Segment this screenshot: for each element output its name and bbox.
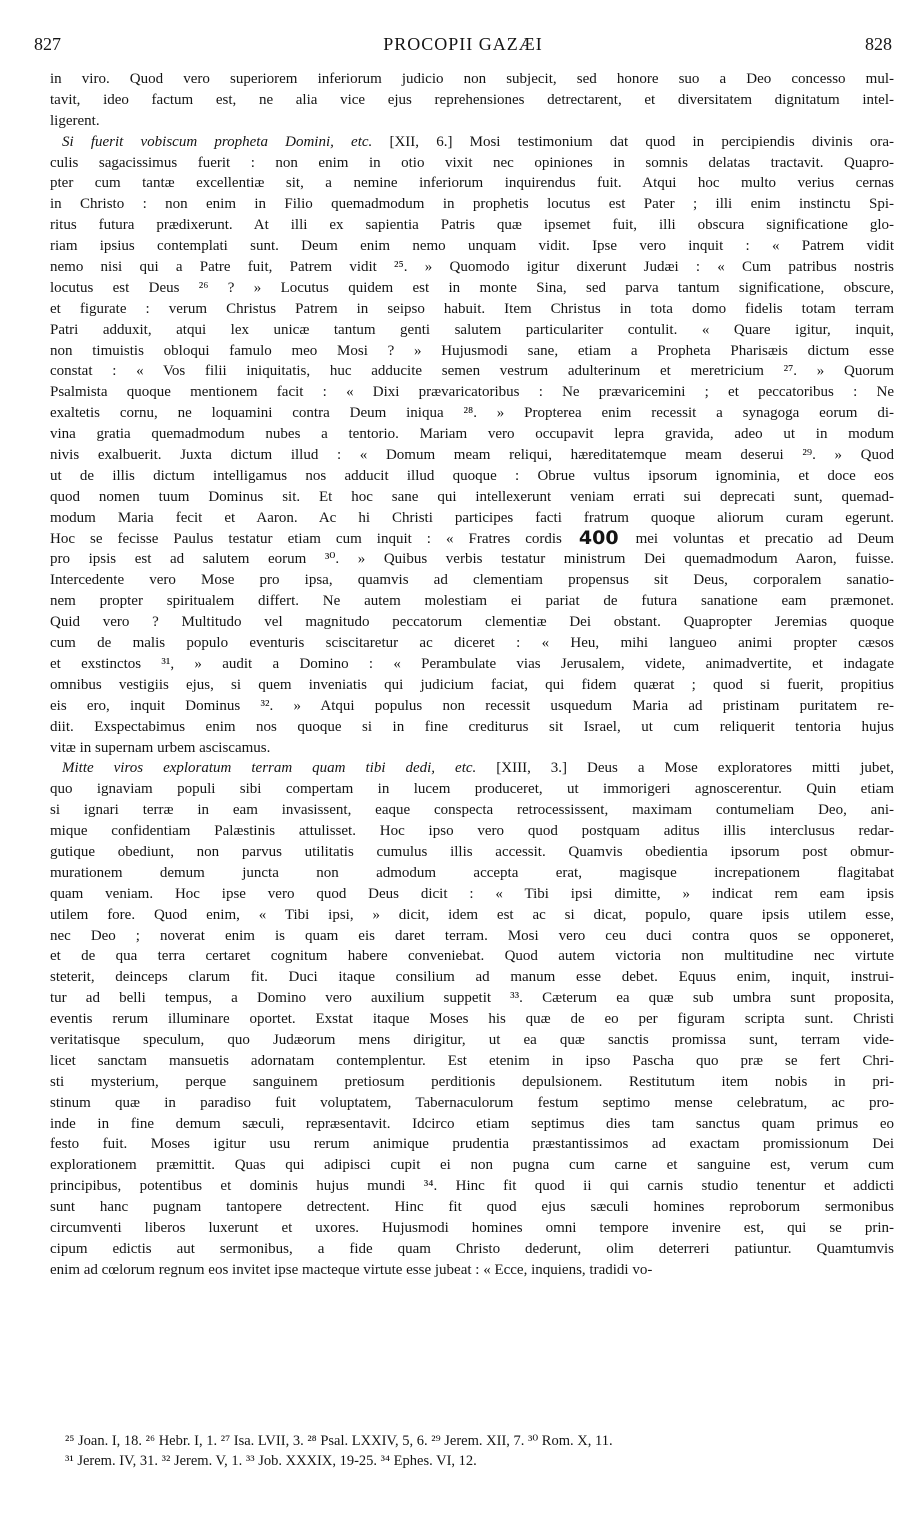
text-line: nivis exalbuerit. Juxta dictum illud : « Domum meam reliqui, hæreditatemque meam deserui ²⁹. » Quod [50, 447, 894, 464]
text-line: Si fuerit vobiscum propheta Domini, etc. [XII, 6.] Mosi testimonium dat quod in percipiendis divinis ora- [62, 133, 894, 150]
text-line: constat : « Vos filii iniquitatis, huc adducite semen vestrum adulterinum et meretricium ²⁷. » Quorum [50, 363, 894, 380]
text-line: cipum edictis aut sermonibus, a fide quam Christo dederunt, olim deterreri patiuntur. Quamtumvis [50, 1240, 894, 1257]
text-line: eventis rerum illuminare oportet. Exstat itaque Moses his quæ de eo per figuram scripta sunt. Christi [50, 1011, 894, 1028]
text-line: quod nomen tuum Dominus sit. Et hoc sane qui intellexerunt veniam errati sui deprecati sunt, quemad- [50, 488, 894, 505]
body-text [50, 69, 894, 1281]
text-line: diit. Exspectabimus enim nos quoque si in fine crediturus sit Israel, ut cum reliquerit tentoria hujus [50, 718, 894, 735]
text-line: stinum quæ in paradiso fuit voluptatem, Tabernaculorum festum septimo mense celebratum, ac pro- [50, 1094, 894, 1111]
text-line: Intercedente vero Mose pro ipsa, quamvis ad clementiam propensus sit Deus, corporalem sanatio- [50, 572, 894, 589]
text-line: et exstinctos ³¹, » audit a Domino : « Perambulate vias Jerusalem, videte, animadvertite, et indagate [50, 655, 894, 672]
text-line: gutique obediunt, non parvus utilitatis cumulus illis accessit. Quamvis obedientia ipsorum post obmur- [50, 843, 894, 860]
page-number-left: 827 [34, 34, 61, 54]
footnote-line: ³¹ Jerem. IV, 31. ³² Jerem. V, 1. ³³ Job. XXXIX, 19-25. ³⁴ Ephes. VI, 12. [65, 1453, 477, 1469]
text-line: quo ignaviam populi sibi compertam in lucem produceret, ut immorigeri agnoscerentur. Quin etiam [50, 781, 894, 798]
text-line: pro ipsis est ad salutem eorum ³⁰. » Quibus verbis testatur ministrum Dei quemadmodum Aaron, fuisse. [50, 551, 894, 568]
text-line: murationem demum juncta non admodum accepta erat, magisque increpationem flagitabat [50, 864, 894, 881]
text-line: veritatisque speculum, quo Judæorum mens dirigitur, ut ea quæ sanctis promissa sunt, terram vide- [50, 1031, 894, 1048]
text-line: Patri adduxit, atqui lex unicæ tantum genti salutem particulariter contulit. « Quare igitur, inquit, [50, 321, 894, 338]
text-line: mique confidentiam Palæstinis attulisset. Hoc ipso vero quod postquam aditus illis interclusus redar- [50, 823, 894, 840]
running-title: PROCOPII GAZÆI [383, 34, 543, 54]
text-line: inde in fine demum sæculi, repræsentavit. Idcirco etiam septimus dies tam sanctus quam primus eo [50, 1115, 894, 1132]
text-line: si ignari terræ in eam invasissent, eaque conspecta retrocessissent, maximam contumeliam Deo, ani- [50, 802, 894, 819]
text-line: ritus futura prædixerunt. At illi ex sapientia Patris quæ ipsemet fuit, illi obscura significatione glo- [50, 217, 894, 234]
text-line: utilem fore. Quod enim, « Tibi ipsi, » dicit, idem est ac si dicat, populo, quare ipsis utilem esse, [50, 906, 894, 923]
text-line: et de qua terra certaret cognitum habere conveniebat. Quod autem victoria non multitudine nec virtute [50, 948, 894, 965]
text-line: nec Deo ; noverat enim is quam eis daret terram. Mosi vero ceu duci contra quos se opponeret, [50, 927, 894, 944]
text-line: circumventi liberos luxerunt et uxores. Hujusmodi homines omni tempore invenire est, qui se prin- [50, 1219, 894, 1236]
text-line: Psalmista quoque mentionem facit : « Dixi prævaricatoribus : Ne prævaricemini ; et peccatoribus : Ne [50, 384, 894, 401]
text-line: eis ero, inquit Dominus ³². » Atqui populus non recessit usquedum Maria ad pristinam puritatem re- [50, 697, 894, 714]
lemma-italic: Mitte viros exploratum terram quam tibi dedi, etc. [62, 760, 477, 777]
text-line: nem propter spiritualem differt. Ne autem molestiam ei pariat de futura sanatione eam præmonet. [50, 593, 894, 610]
text-line: in viro. Quod vero superiorem inferiorum judicio non subjecit, sed honore suo a Deo concesso mul- [50, 71, 894, 87]
text-line: exaltetis cornu, ne loquamini contra Deum iniqua ²⁸. » Propterea enim recessit a synagoga eorum di- [50, 405, 894, 422]
text-line: in Christo : non enim in Filio quemadmodum in prophetis locutus est Pater ; illi enim instinctu Spi- [50, 196, 894, 213]
text-line: Hoc se fecisse Paulus testatur etiam cum inquit : « Fratres cordis 400 mei voluntas et precatio ad Deum [50, 526, 895, 549]
text-line: locutus est Deus ²⁶ ? » Locutus quidem est in monte Sina, sed parva tantum significatione, obscure, [50, 279, 894, 296]
text-line: riam ipsius contemplati sunt. Deum enim nemo unquam vidit. Ipse vero inquit : « Patrem vidit [50, 238, 894, 255]
text-line: nemo nisi qui a Patre fuit, Patrem vidit ²⁵. » Quomodo igitur dixerunt Judæi : « Cum patribus nostris [50, 259, 894, 276]
text-line: festo fuit. Moses igitur usu rerum animique prudentia præstantissimos ad exactam promissionum Dei [50, 1136, 894, 1153]
text-line: culis sagacissimus fuerit : non enim in otio vixit nec opiniones in somnis delatas tractavit. Quapro- [50, 154, 894, 171]
text-line: ut de illis dictum intelligamus nos adducit illud quoque : Obrue vultus ipsorum ignominia, et doce eos [50, 467, 894, 484]
text-line: Quid vero ? Multitudo vel magnitudo peccatorum clementiæ Dei obstant. Quapropter Jeremias quoque [50, 614, 894, 631]
text-line: modum Maria fecit et Aaron. Ac hi Christi participes facti fratrum quoque aliorum curam egerunt. [50, 509, 894, 526]
text-line: tavit, ideo factum est, ne alia vice ejus reprehensiones detrectarent, et diversitatem dignitatum intel- [50, 91, 894, 108]
text-line: principibus, potentibus et dominis hujus mundi ³⁴. Hinc fit quod ii qui carnis studio tenentur et addicti [50, 1178, 894, 1195]
text-line: licet sanctam mansuetis adornatam contemplentur. Est etenim in ipso Pascha quo præ se fert Chri- [50, 1052, 894, 1069]
text-line: enim ad cœlorum regnum eos invitet ipse macteque virtute esse jubeat : « Ecce, inquiens, tradidi vo- [50, 1261, 653, 1278]
lemma-italic: Si fuerit vobiscum propheta Domini, etc. [62, 133, 373, 150]
text-line: pter cum tantæ excellentiæ sit, a nemine inferiorum inquirendus fuit. Atqui hoc multo verius cernas [50, 175, 894, 192]
text-line: Mitte viros exploratum terram quam tibi dedi, etc. [XIII, 3.] Deus a Mose exploratores mitti jubet, [62, 760, 894, 777]
column-marker: 400 [578, 526, 619, 549]
text-line: tur ad belli tempus, a Domino vero auxilium suppetit ³³. Cæterum ea quæ sub umbra sunt proposita, [50, 990, 894, 1007]
text-line: steterit, deinceps clarum fit. Duci itaque consilium ad manum esse debet. Equus enim, inquit, instrui- [50, 969, 894, 986]
footnote-line: ²⁵ Joan. I, 18. ²⁶ Hebr. I, 1. ²⁷ Isa. LVII, 3. ²⁸ Psal. LXXIV, 5, 6. ²⁹ Jerem. XII, 7. ³⁰ Rom. X, 11. [65, 1433, 613, 1449]
text-line: sti mysterium, perque sanguinem pretiosum perditionis depulsionem. Restitutum item nobis in pri- [50, 1073, 894, 1090]
text-line: vitæ in supernam urbem asciscamus. [50, 739, 271, 756]
running-header [34, 33, 892, 55]
text-line: ligerent. [50, 112, 100, 129]
text-line: sunt hanc pugnam tantopere detrectent. Hinc fit quod ejus sæculi homines reproborum sermonibus [50, 1199, 894, 1216]
text-line: et figurate : verum Christus Patrem in seipso habuit. Item Christus in tota domo fidelis totam terram [50, 300, 894, 317]
text-line: quam veniam. Hoc ipse vero quod Deus dicit : « Tibi ipsi dimitte, » indicat rem eam ipsis [50, 885, 894, 902]
text-line: omnibus vestigiis ejus, si quem inveniatis qui judicium faciat, qui fidem quærat ; quod si fuerit, propitius [50, 676, 894, 693]
text-line: explorationem præmittit. Quas qui adipisci cupit ei non pugna cum carne et sanguine est, verum cum [50, 1157, 894, 1174]
text-line: non timuistis obloqui famulo meo Mosi ? » Hujusmodi sane, etiam a Propheta Pharisæis dictum esse [50, 342, 894, 359]
text-line: vina gratia quemadmodum nubes a tentorio. Mariam vero occupavit lepra gravida, adeo ut in modum [50, 426, 894, 443]
footnotes [65, 1431, 895, 1471]
page-number-right: 828 [865, 34, 892, 54]
text-line: cum de malis populo eventuris sciscitaretur ac diceret : « Heu, mihi langueo animi propter cæsos [50, 635, 894, 652]
